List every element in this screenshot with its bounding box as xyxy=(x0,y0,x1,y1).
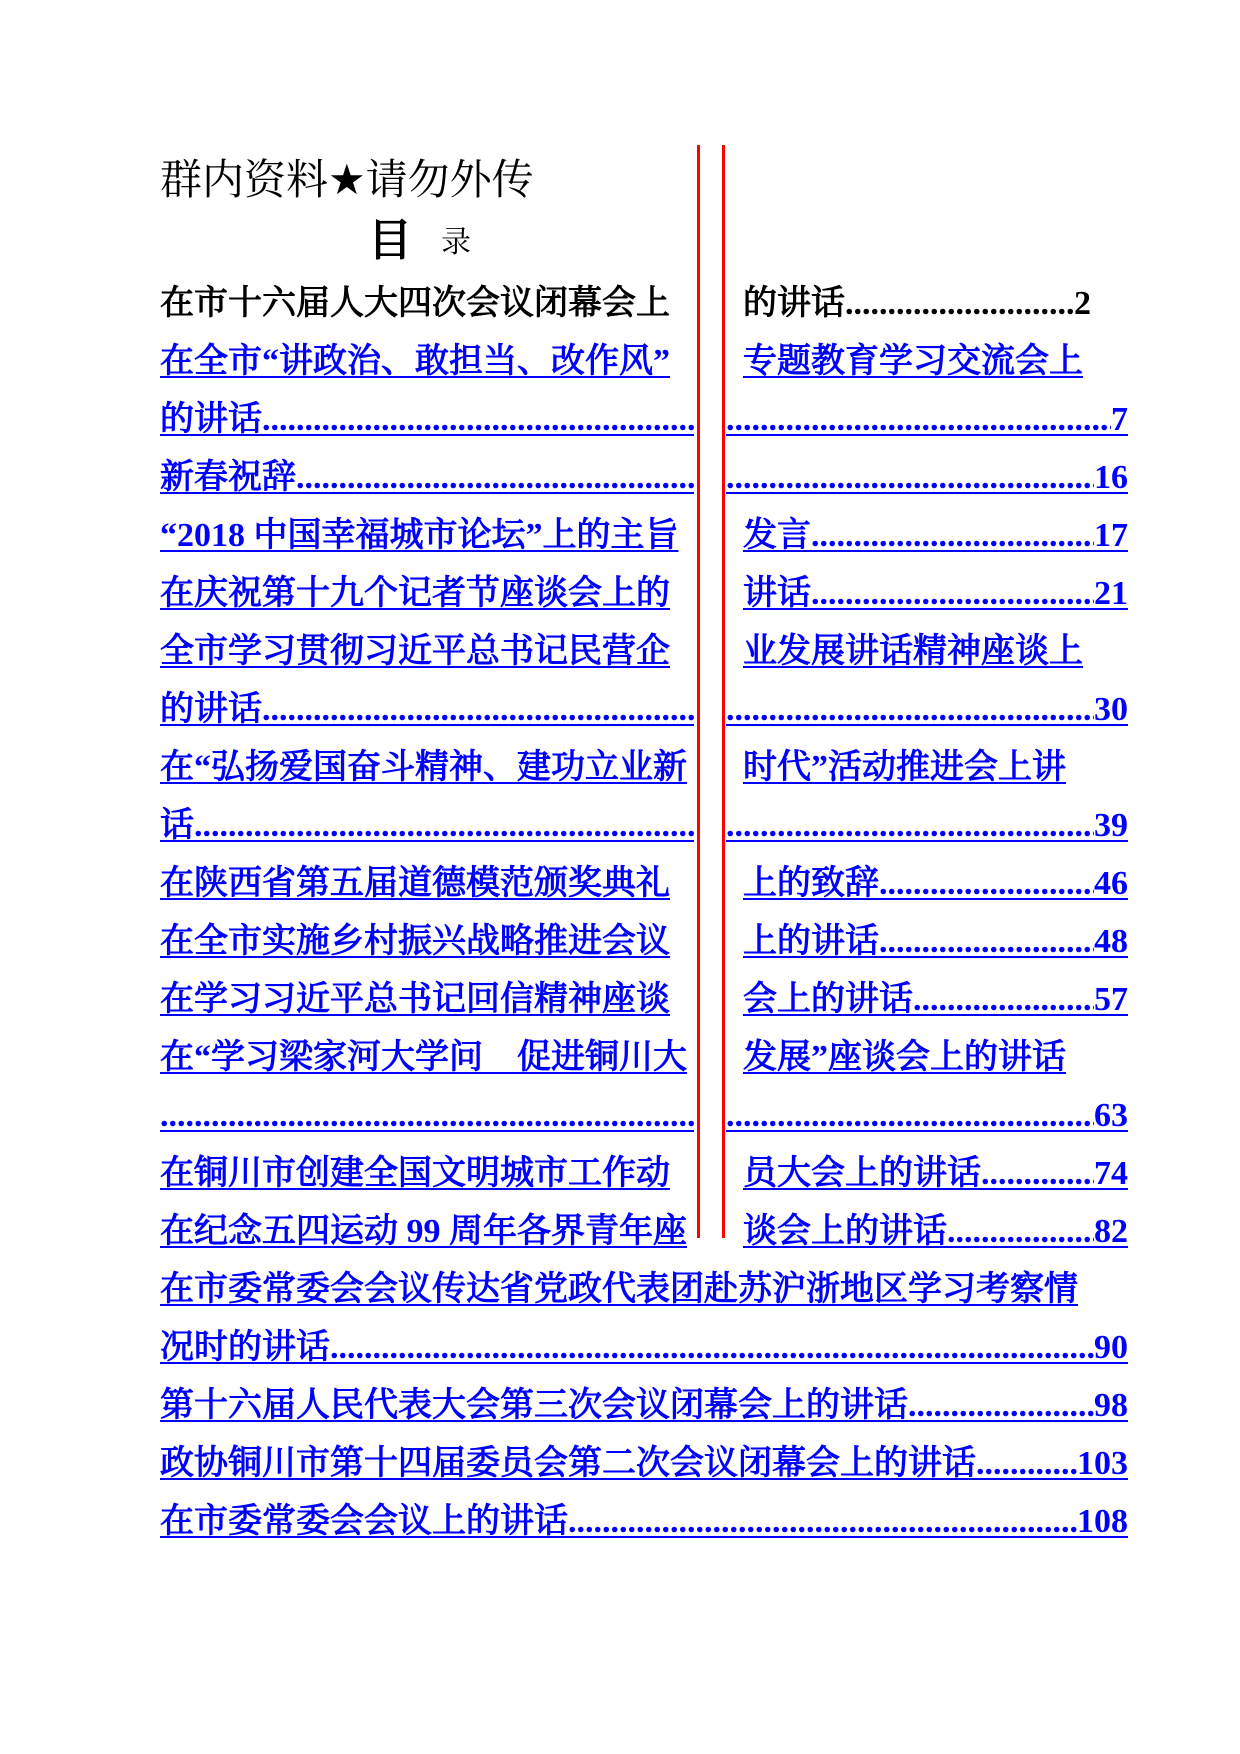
toc-entry-title[interactable]: 在全市“讲政治、敢担当、改作风” xyxy=(160,343,670,380)
toc-entry-right-segment[interactable] xyxy=(726,1203,1128,1261)
dot-leader[interactable] xyxy=(908,1377,1094,1435)
toc-page-number[interactable]: 90 xyxy=(1094,1329,1128,1366)
toc-entry-row xyxy=(0,565,1240,623)
toc-entry-row xyxy=(0,681,1240,739)
toc-entry-right-segment[interactable] xyxy=(726,797,1128,855)
dot-leader[interactable] xyxy=(194,797,694,855)
toc-entry-right-segment[interactable] xyxy=(726,971,1128,1029)
toc-page-number[interactable]: 30 xyxy=(1094,691,1128,728)
toc-entry-title[interactable]: 业发展讲话精神座谈上 xyxy=(743,633,1083,670)
toc-entry-left-segment[interactable] xyxy=(160,1145,694,1203)
toc-entry-title[interactable]: 在庆祝第十九个记者节座谈会上的 xyxy=(160,575,670,612)
dot-leader[interactable] xyxy=(726,681,1094,739)
confidential-notice: 群内资料★请勿外传 xyxy=(160,155,534,204)
toc-entry-row xyxy=(0,739,1240,797)
toc-entry-row xyxy=(0,1029,1240,1087)
toc-entry-title[interactable]: 况时的讲话 xyxy=(160,1329,330,1366)
dot-leader[interactable] xyxy=(811,565,1094,623)
toc-page-number[interactable]: 82 xyxy=(1094,1213,1128,1250)
toc-entry-title[interactable]: “2018 中国幸福城市论坛”上的主旨 xyxy=(160,517,679,554)
toc-entry-row xyxy=(0,333,1240,391)
toc-entry-title[interactable]: 在纪念五四运动 99 周年各界青年座 xyxy=(160,1213,687,1250)
toc-entry-title[interactable]: 发言 xyxy=(743,517,811,554)
toc-entry-left-segment[interactable] xyxy=(160,1087,694,1145)
toc-entry-row xyxy=(0,1261,1240,1319)
toc-entry-title: 的讲话 xyxy=(743,285,845,322)
toc-entry-right-segment[interactable] xyxy=(726,565,1128,623)
toc-entry-row xyxy=(0,1087,1240,1145)
toc-entry-title[interactable]: 新春祝辞 xyxy=(160,459,296,496)
dot-leader[interactable] xyxy=(879,855,1094,913)
toc-page-number[interactable]: 48 xyxy=(1094,923,1128,960)
dot-leader[interactable] xyxy=(726,449,1094,507)
toc-page-number[interactable]: 46 xyxy=(1094,865,1128,902)
toc-entry-row xyxy=(0,913,1240,971)
toc-entry-right-segment[interactable] xyxy=(726,739,1128,797)
dot-leader[interactable] xyxy=(568,1493,1077,1551)
toc-entry-title[interactable]: 的讲话 xyxy=(160,401,262,438)
toc-entry-title[interactable]: 员大会上的讲话 xyxy=(743,1155,981,1192)
toc-entry-right-segment[interactable] xyxy=(726,681,1128,739)
toc-entry-row xyxy=(0,797,1240,855)
toc-entry-title[interactable]: 上的致辞 xyxy=(743,865,879,902)
toc-entry-left-segment xyxy=(160,275,694,333)
toc-entry-title[interactable]: 在陕西省第五届道德模范颁奖典礼 xyxy=(160,865,670,902)
toc-entry-left-segment[interactable] xyxy=(160,449,694,507)
table-of-contents xyxy=(0,275,1240,1551)
toc-page-number[interactable]: 74 xyxy=(1094,1155,1128,1192)
toc-entry-title[interactable]: 的讲话 xyxy=(160,691,262,728)
dot-leader[interactable] xyxy=(981,1145,1094,1203)
toc-entry-title[interactable]: 专题教育学习交流会上 xyxy=(743,343,1083,380)
toc-entry-left-segment[interactable] xyxy=(160,739,694,797)
dot-leader[interactable] xyxy=(160,1087,694,1145)
toc-entry-title[interactable]: 时代”活动推进会上讲 xyxy=(743,749,1066,786)
toc-entry-left-segment[interactable] xyxy=(160,913,694,971)
toc-entry-title[interactable]: 在市委常委会会议上的讲话 xyxy=(160,1503,568,1540)
toc-page-number[interactable]: 17 xyxy=(1094,517,1128,554)
toc-entry-left-segment[interactable] xyxy=(160,855,694,913)
toc-entry-title[interactable]: 在市委常委会会议传达省党政代表团赴苏沪浙地区学习考察情 xyxy=(160,1271,1078,1308)
toc-entry[interactable] xyxy=(160,1435,1128,1493)
toc-entry-title[interactable]: 政协铜川市第十四届委员会第二次会议闭幕会上的讲话 xyxy=(160,1445,976,1482)
dot-leader[interactable] xyxy=(913,971,1094,1029)
toc-entry-title[interactable]: 在铜川市创建全国文明城市工作动 xyxy=(160,1155,670,1192)
toc-entry-left-segment[interactable] xyxy=(160,565,694,623)
toc-entry-right-segment[interactable] xyxy=(726,1087,1128,1145)
toc-page-number[interactable]: 63 xyxy=(1094,1097,1128,1134)
toc-page-number: 2 xyxy=(1074,285,1091,322)
toc-entry-row xyxy=(0,1203,1240,1261)
toc-entry-right-segment[interactable] xyxy=(726,507,1128,565)
toc-entry-title[interactable]: 讲话 xyxy=(743,575,811,612)
dot-leader[interactable] xyxy=(976,1435,1077,1493)
dot-leader[interactable] xyxy=(726,797,1094,855)
toc-entry-right-segment[interactable] xyxy=(726,391,1128,449)
toc-entry-right-segment[interactable] xyxy=(726,855,1128,913)
toc-entry-row xyxy=(0,1145,1240,1203)
toc-entry-row xyxy=(0,1377,1240,1435)
toc-entry-title[interactable]: 在“弘扬爱国奋斗精神、建功立业新 xyxy=(160,749,687,786)
toc-entry-row xyxy=(0,507,1240,565)
toc-entry-right-segment[interactable] xyxy=(726,623,1128,681)
toc-entry-title[interactable]: 话 xyxy=(160,807,194,844)
toc-page-number[interactable]: 21 xyxy=(1094,575,1128,612)
toc-entry-title[interactable]: 谈会上的讲话 xyxy=(743,1213,947,1250)
toc-page-number[interactable]: 7 xyxy=(1111,401,1128,438)
toc-entry-right-segment[interactable] xyxy=(726,449,1128,507)
toc-page-number[interactable]: 39 xyxy=(1094,807,1128,844)
toc-entry-right-segment[interactable] xyxy=(726,1145,1128,1203)
toc-entry-left-segment[interactable] xyxy=(160,333,694,391)
toc-entry-title: 在市十六届人大四次会议闭幕会上 xyxy=(160,285,670,322)
toc-entry-row xyxy=(0,971,1240,1029)
toc-entry-left-segment[interactable] xyxy=(160,391,694,449)
toc-entry-right-segment[interactable] xyxy=(726,1029,1128,1087)
toc-entry[interactable] xyxy=(160,1319,1128,1377)
toc-entry-left-segment[interactable] xyxy=(160,681,694,739)
toc-entry-title[interactable]: 在“学习梁家河大学问 促进铜川大 xyxy=(160,1039,687,1076)
toc-entry[interactable] xyxy=(160,1493,1128,1551)
toc-entry-row xyxy=(0,275,1240,333)
toc-entry-title[interactable]: 发展”座谈会上的讲话 xyxy=(743,1039,1066,1076)
toc-entry-row xyxy=(0,855,1240,913)
toc-entry-right-segment xyxy=(726,275,1091,333)
dot-leader[interactable] xyxy=(947,1203,1094,1261)
toc-entry-left-segment[interactable] xyxy=(160,1029,694,1087)
toc-entry-row xyxy=(0,1493,1240,1551)
toc-page-number[interactable]: 108 xyxy=(1077,1503,1128,1540)
toc-entry-right-segment[interactable] xyxy=(726,333,1128,391)
toc-entry-title[interactable]: 全市学习贯彻习近平总书记民营企 xyxy=(160,633,670,670)
dot-leader[interactable] xyxy=(879,913,1094,971)
toc-page-number[interactable]: 57 xyxy=(1094,981,1128,1018)
dot-leader[interactable] xyxy=(726,1087,1094,1145)
toc-entry[interactable] xyxy=(160,1377,1128,1435)
dot-leader[interactable] xyxy=(330,1319,1094,1377)
dot-leader[interactable] xyxy=(262,681,694,739)
toc-heading-main-char: 目 xyxy=(368,215,412,266)
dot-leader[interactable] xyxy=(296,449,694,507)
toc-entry-left-segment[interactable] xyxy=(160,797,694,855)
toc-entry-row xyxy=(0,1319,1240,1377)
toc-entry-left-segment[interactable] xyxy=(160,623,694,681)
toc-page-number[interactable]: 98 xyxy=(1094,1387,1128,1424)
toc-entry-left-segment[interactable] xyxy=(160,507,694,565)
dot-leader[interactable] xyxy=(262,391,694,449)
toc-page-number[interactable]: 16 xyxy=(1094,459,1128,496)
toc-page-number[interactable]: 103 xyxy=(1077,1445,1128,1482)
toc-entry-title[interactable]: 在全市实施乡村振兴战略推进会议 xyxy=(160,923,670,960)
dot-leader[interactable] xyxy=(811,507,1094,565)
toc-entry-row xyxy=(0,391,1240,449)
toc-entry-title[interactable]: 在学习习近平总书记回信精神座谈 xyxy=(160,981,670,1018)
toc-entry-title[interactable]: 会上的讲话 xyxy=(743,981,913,1018)
toc-entry-row xyxy=(0,1435,1240,1493)
toc-entry-title[interactable]: 第十六届人民代表大会第三次会议闭幕会上的讲话 xyxy=(160,1387,908,1424)
dot-leader[interactable] xyxy=(726,391,1111,449)
toc-entry[interactable] xyxy=(160,1261,1128,1319)
toc-entry-row xyxy=(0,449,1240,507)
toc-entry-title[interactable]: 上的讲话 xyxy=(743,923,879,960)
toc-entry-right-segment[interactable] xyxy=(726,913,1128,971)
dot-leader xyxy=(845,275,1074,333)
toc-entry-left-segment[interactable] xyxy=(160,971,694,1029)
toc-entry-row xyxy=(0,623,1240,681)
toc-heading-sub-char: 录 xyxy=(441,225,471,260)
toc-entry-left-segment[interactable] xyxy=(160,1203,694,1261)
